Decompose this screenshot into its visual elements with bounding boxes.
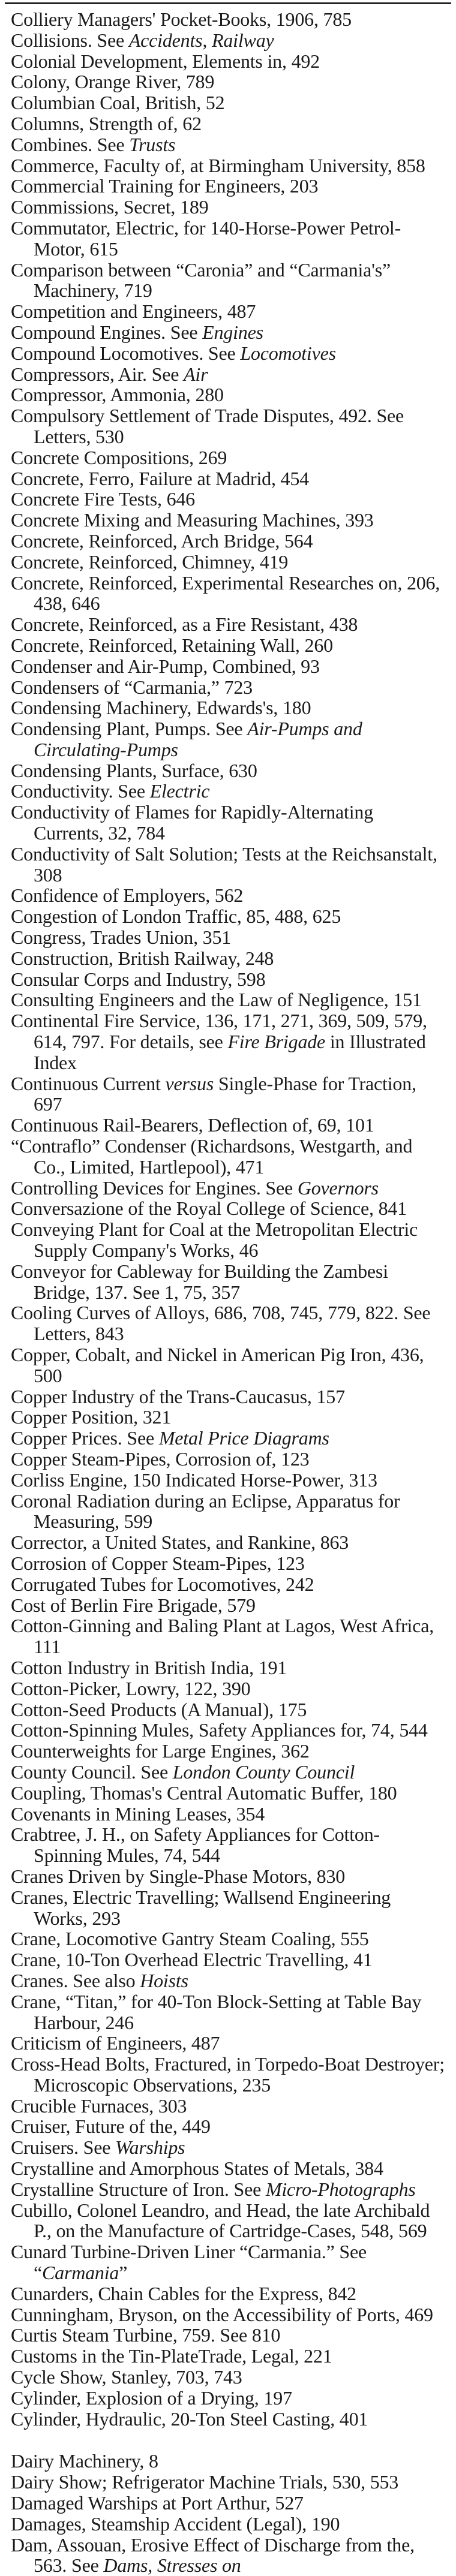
index-entry (11, 2033, 448, 2054)
entry-text: Conductivity. See (11, 780, 150, 802)
entry-text: Crane, Locomotive Gantry Steam Coaling, 555 (11, 1928, 369, 1950)
entry-text: Damaged Warships at Port Arthur, 527 (11, 2492, 304, 2514)
entry-text: Crystalline and Amorphous States of Metals, 384 (11, 2157, 383, 2180)
index-entry (11, 176, 448, 197)
entry-text: Cotton-Picker, Lowry, 122, 390 (11, 1677, 251, 1699)
entry-text: Copper Steam-Pipes, Corrosion of, 123 (11, 1448, 310, 1470)
index-entry (11, 656, 448, 677)
entry-text: ” (119, 2262, 128, 2284)
index-entry (11, 1491, 448, 1533)
index-entry (11, 51, 448, 72)
index-entry (11, 2096, 448, 2117)
top-rule (5, 2, 451, 4)
index-entry (11, 1010, 448, 1073)
entry-text: Cunningham, Bryson, on the Accessibility of Ports, 469 (11, 2303, 433, 2325)
index-entry (11, 468, 448, 489)
entry-text: Cranes. See also (11, 1969, 140, 1991)
entry-text: Crucible Furnaces, 303 (11, 2094, 187, 2117)
entry-text: Conveying Plant for Coal at the Metropolitan Electric Supply Company's Works, 46 (11, 1218, 418, 1262)
entry-text: Commerce, Faculty of, at Birmingham University, 858 (11, 154, 425, 176)
entry-text: Colliery Managers' Pocket-Books, 1906, 785 (11, 8, 352, 30)
entry-text: Consulting Engineers and the Law of Negligence, 151 (11, 989, 422, 1011)
index-entry (11, 1762, 448, 1783)
entry-text: Compulsory Settlement of Trade Disputes, 492. See Letters, 530 (11, 405, 404, 447)
index-entry (11, 969, 448, 990)
entry-text: Continuous Current (11, 1072, 166, 1094)
index-entry (11, 760, 448, 781)
index-entry (11, 71, 448, 92)
entry-italic-text: Fire Brigade (227, 1031, 326, 1053)
entry-text: Congress, Trades Union, 351 (11, 926, 232, 949)
entry-text: Cotton-Ginning and Baling Plant at Lagos, West Africa, 111 (11, 1615, 434, 1658)
entry-text: Corrosion of Copper Steam-Pipes, 123 (11, 1552, 305, 1574)
entry-text: Customs in the Tin-PlateTrade, Legal, 221 (11, 2345, 332, 2367)
entry-text: Corrugated Tubes for Locomotives, 242 (11, 1573, 314, 1595)
index-entry (11, 30, 448, 51)
index-entry (11, 1470, 448, 1491)
entry-text: Cost of Berlin Fire Brigade, 579 (11, 1594, 256, 1616)
entry-text: Cruisers. See (11, 2136, 116, 2159)
index-entry (11, 927, 448, 948)
index-entry (11, 1428, 448, 1449)
entry-text: Compressors, Air. See (11, 363, 184, 385)
entry-text: Damages, Steamship Accident (Legal), 190 (11, 2512, 340, 2535)
entry-text: Controlling Devices for Engines. See (11, 1176, 298, 1199)
entry-text: Comparison between “Caronia” and “Carmania's” Machinery, 719 (11, 258, 391, 302)
entry-text: Condensing Machinery, Edwards's, 180 (11, 697, 311, 719)
index-entry (11, 1615, 448, 1657)
entry-text: Cotton Industry in British India, 191 (11, 1656, 287, 1678)
index-entry (11, 489, 448, 510)
entry-text: Coronal Radiation during an Eclipse, Apparatus for Measuring, 599 (11, 1489, 400, 1533)
index-entry (11, 989, 448, 1010)
index-entry (11, 2200, 448, 2242)
index-entry (11, 1991, 448, 2033)
entry-text: Collisions. See (11, 29, 129, 51)
index-entry (11, 405, 448, 447)
entry-text: Continental Fire Service, 136, 171, 271, 369, 509, 579, 614, 797. For details, see (11, 1010, 427, 1053)
index-entry (11, 2158, 448, 2179)
entry-text: Concrete, Ferro, Failure at Madrid, 454 (11, 467, 309, 489)
index-entry (11, 134, 448, 155)
index-entry (11, 1198, 448, 1219)
entry-text: Condensers of “Carmania,” 723 (11, 676, 253, 698)
entry-text: Congestion of London Traffic, 85, 488, 625 (11, 905, 341, 928)
entry-text: Cotton-Spinning Mules, Safety Appliances for, 74, 544 (11, 1719, 428, 1741)
index-entry (11, 1928, 448, 1949)
entry-italic-text: Micro-Photographs (265, 2178, 416, 2200)
entry-text: Copper Prices. See (11, 1427, 159, 1449)
entry-italic-text: Air-Pumps and Circulating-Pumps (34, 718, 362, 760)
entry-text: Crane, 10-Ton Overhead Electric Travelling, 41 (11, 1949, 373, 1971)
index-entry (11, 343, 448, 364)
entry-text: Concrete, Reinforced, Arch Bridge, 564 (11, 529, 313, 552)
entry-text: Dam, Assouan, Erosive Effect of Discharge from the, 563. See (11, 2533, 415, 2576)
index-entry (11, 2388, 448, 2409)
index-entry (11, 447, 448, 468)
entry-text: Cross-Head Bolts, Fractured, in Torpedo-Boat Destroyer; Microscopic Observations, 235 (11, 2053, 445, 2096)
index-entry (11, 2409, 448, 2430)
index-entry (11, 364, 448, 385)
entry-text: Crane, “Titan,” for 40-Ton Block-Setting at Table Bay Harbour, 246 (11, 1990, 422, 2033)
entry-text: Consular Corps and Industry, 598 (11, 968, 266, 990)
index-entries (11, 9, 448, 2576)
entry-text: Combines. See (11, 133, 130, 155)
entry-text: “Contraflo” Condenser (Richardsons, Westgarth, and Co., Limited, Hartlepool), 471 (11, 1135, 413, 1178)
index-entry (11, 1553, 448, 1574)
index-entry (11, 1532, 448, 1553)
index-entry (11, 1949, 448, 1970)
index-entry (11, 1595, 448, 1616)
entry-text: Conversazione of the Royal College of Science, 841 (11, 1197, 407, 1220)
index-entry (11, 573, 448, 615)
index-entry (11, 885, 448, 906)
entry-text: Commissions, Secret, 189 (11, 196, 209, 218)
entry-italic-text: Carmania (42, 2262, 119, 2284)
entry-text: Conductivity of Salt Solution; Tests at the Reichsanstalt, 308 (11, 842, 437, 886)
index-entry (11, 2514, 448, 2535)
entry-text: Compound Engines. See (11, 321, 203, 343)
entry-text: Cranes, Electric Travelling; Wallsend Engineering Works, 293 (11, 1886, 391, 1929)
index-entry (11, 1866, 448, 1887)
entry-italic-text: Locomotives (240, 342, 336, 364)
entry-text: Condensing Plants, Surface, 630 (11, 759, 257, 781)
entry-text: Copper, Cobalt, and Nickel in American Pig Iron, 436, 500 (11, 1344, 424, 1386)
entry-text: Criticism of Engineers, 487 (11, 2032, 220, 2054)
index-entry (11, 1887, 448, 1929)
index-entry (11, 1741, 448, 1762)
entry-italic-text: Air (184, 363, 208, 385)
index-entry (11, 718, 448, 760)
index-entry (11, 1261, 448, 1303)
index-entry (11, 697, 448, 718)
entry-text: Curtis Steam Turbine, 759. See 810 (11, 2324, 281, 2346)
index-entry (11, 322, 448, 343)
index-entry (11, 155, 448, 176)
index-entry (11, 2054, 448, 2096)
entry-text: Dairy Machinery, 8 (11, 2450, 158, 2472)
index-entry (11, 552, 448, 573)
index-entry (11, 948, 448, 969)
index-entry (11, 1115, 448, 1136)
entry-text: Corliss Engine, 150 Indicated Horse-Power, 313 (11, 1468, 377, 1491)
index-entry (11, 802, 448, 844)
index-entry (11, 197, 448, 218)
entry-text: Dairy Show; Refrigerator Machine Trials, 530, 553 (11, 2471, 399, 2493)
entry-italic-text: Dams, Stresses on (103, 2554, 241, 2576)
index-entry (11, 844, 448, 886)
index-entry (11, 2325, 448, 2346)
entry-text: Cunarders, Chain Cables for the Express, 842 (11, 2282, 356, 2304)
index-entry (11, 2535, 448, 2576)
entry-text: Cylinder, Explosion of a Drying, 197 (11, 2387, 292, 2409)
index-entry (11, 1720, 448, 1741)
entry-text: Construction, British Railway, 248 (11, 947, 274, 969)
index-entry (11, 1386, 448, 1407)
index-entry (11, 677, 448, 698)
entry-text: Concrete Compositions, 269 (11, 446, 227, 468)
entry-text: Corrector, a United States, and Rankine, 863 (11, 1531, 349, 1554)
index-entry (11, 92, 448, 113)
index-entry (11, 906, 448, 927)
index-entry (11, 2179, 448, 2200)
index-entry (11, 2283, 448, 2304)
entry-text: Columbian Coal, British, 52 (11, 92, 225, 114)
index-entry (11, 1824, 448, 1866)
index-entry (11, 614, 448, 635)
entry-italic-text: Trusts (129, 133, 176, 155)
entry-text: Counterweights for Large Engines, 362 (11, 1740, 310, 1762)
index-entry (11, 1783, 448, 1804)
entry-text: Conductivity of Flames for Rapidly-Alternating Currents, 32, 784 (11, 801, 374, 844)
entry-text: Concrete, Reinforced, as a Fire Resistant, 438 (11, 613, 358, 636)
entry-text: Concrete, Reinforced, Experimental Researches on, 206, 438, 646 (11, 571, 440, 615)
index-entry (11, 9, 448, 30)
index-entry (11, 1219, 448, 1261)
index-entry (11, 2451, 448, 2472)
entry-text: Copper Industry of the Trans-Caucasus, 157 (11, 1385, 345, 1407)
index-entry (11, 635, 448, 656)
index-entry (11, 781, 448, 802)
entry-text: Concrete Mixing and Measuring Machines, 393 (11, 509, 374, 531)
entry-italic-text: London County Council (172, 1761, 355, 1783)
entry-text: Compound Locomotives. See (11, 342, 241, 364)
index-entry (11, 2241, 448, 2283)
index-entry (11, 2137, 448, 2158)
index-entry (11, 1178, 448, 1199)
entry-italic-text: Accidents, Railway (128, 29, 274, 51)
entry-text: Columns, Strength of, 62 (11, 112, 202, 134)
entry-text: Cubillo, Colonel Leandro, and Head, the late Archibald P., on the Manufacture of Cartridge-Cases, 548, 569 (11, 2199, 430, 2242)
entry-text: Condensing Plant, Pumps. See (11, 718, 248, 740)
entry-italic-text: Metal Price Diagrams (158, 1427, 329, 1449)
index-entry (11, 301, 448, 322)
entry-text: Colonial Development, Elements in, 492 (11, 50, 320, 72)
entry-text: Commutator, Electric, for 140-Horse-Power Petrol-Motor, 615 (11, 216, 401, 260)
index-entry (11, 1970, 448, 1991)
index-entry (11, 113, 448, 134)
entry-italic-text: Governors (297, 1176, 379, 1199)
index-entry (11, 384, 448, 405)
entry-text: Conveyor for Cableway for Building the Zambesi Bridge, 137. See 1, 75, 357 (11, 1260, 388, 1303)
entry-text: Cylinder, Hydraulic, 20-Ton Steel Casting, 401 (11, 2408, 368, 2430)
index-entry (11, 1136, 448, 1178)
index-entry (11, 2367, 448, 2388)
entry-text: Single-Phase for Traction, 697 (34, 1072, 416, 1115)
entry-text: Cunard Turbine-Driven Liner “Carmania.” See “ (11, 2241, 367, 2284)
entry-text: Concrete, Reinforced, Retaining Wall, 260 (11, 634, 333, 656)
index-entry (11, 1407, 448, 1428)
index-entry (11, 1804, 448, 1825)
entry-text: Cruiser, Future of the, 449 (11, 2115, 211, 2138)
index-entry (11, 2304, 448, 2325)
index-entry (11, 1449, 448, 1470)
index-entry (11, 510, 448, 531)
index-entry (11, 1657, 448, 1678)
entry-text: Cooling Curves of Alloys, 686, 708, 745, 779, 822. See Letters, 843 (11, 1302, 431, 1345)
index-entry (11, 2472, 448, 2493)
index-entry (11, 1678, 448, 1699)
entry-italic-text: Engines (202, 321, 263, 343)
index-entry (11, 1073, 448, 1115)
entry-text: Confidence of Employers, 562 (11, 884, 244, 907)
index-entry (11, 218, 448, 260)
entry-text: Colony, Orange River, 789 (11, 71, 215, 93)
entry-text: Concrete Fire Tests, 646 (11, 488, 195, 510)
entry-text: Cotton-Seed Products (A Manual), 175 (11, 1698, 307, 1720)
entry-italic-text: versus (165, 1072, 214, 1094)
entry-text: Compressor, Ammonia, 280 (11, 384, 224, 406)
index-entry (11, 1344, 448, 1386)
index-entry (11, 2346, 448, 2367)
index-entry (11, 531, 448, 552)
entry-italic-text: Warships (115, 2136, 185, 2159)
entry-text: Continuous Rail-Bearers, Deflection of, 69, 101 (11, 1114, 374, 1136)
index-entry (11, 1699, 448, 1720)
entry-text: Crystalline Structure of Iron. See (11, 2178, 266, 2200)
index-entry (11, 260, 448, 302)
entry-text: Crabtree, J. H., on Safety Appliances for Cotton-Spinning Mules, 74, 544 (11, 1823, 380, 1867)
index-entry (11, 1574, 448, 1595)
index-entry (11, 2493, 448, 2514)
entry-text: Cranes Driven by Single-Phase Motors, 830 (11, 1865, 346, 1887)
entry-text: in Illustrated Index (34, 1031, 426, 1073)
entry-italic-text: Hoists (140, 1969, 188, 1991)
index-entry (11, 1302, 448, 1344)
entry-text: County Council. See (11, 1761, 173, 1783)
index-entry (11, 2116, 448, 2137)
entry-italic-text: Electric (149, 780, 210, 802)
entry-text: Competition and Engineers, 487 (11, 300, 256, 323)
entry-text: Condenser and Air-Pump, Combined, 93 (11, 655, 320, 677)
entry-text: Copper Position, 321 (11, 1406, 172, 1428)
entry-text: Concrete, Reinforced, Chimney, 419 (11, 550, 289, 573)
entry-text: Cycle Show, Stanley, 703, 743 (11, 2366, 242, 2388)
entry-text: Coupling, Thomas's Central Automatic Buffer, 180 (11, 1781, 397, 1804)
entry-text: Commercial Training for Engineers, 203 (11, 175, 319, 197)
entry-text: Covenants in Mining Leases, 354 (11, 1802, 265, 1825)
